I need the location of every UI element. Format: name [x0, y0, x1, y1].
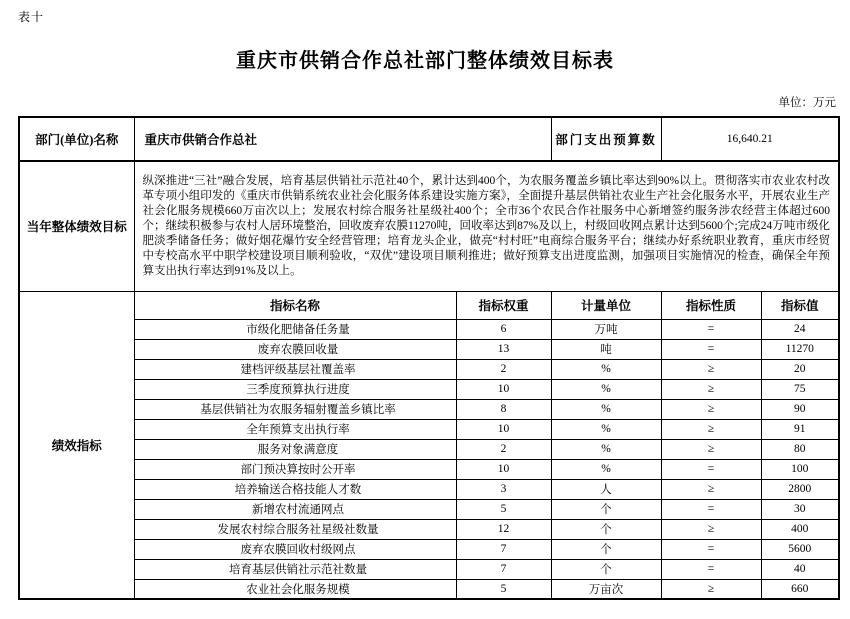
indicator-name-cell: 三季度预算执行进度 — [134, 379, 456, 399]
indicator-name-cell: 市级化肥储备任务量 — [134, 319, 456, 339]
indicator-nature-cell: = — [661, 539, 761, 559]
indicator-weight-cell: 2 — [456, 439, 551, 459]
indicator-unit-cell: % — [551, 459, 661, 479]
indicator-weight-cell: 5 — [456, 579, 551, 599]
indicator-row — [19, 379, 839, 399]
indicator-unit-cell: % — [551, 419, 661, 439]
header-indicator-weight: 指标权重 — [456, 291, 551, 319]
table-number-tag: 表十 — [18, 10, 45, 24]
indicator-row — [19, 419, 839, 439]
indicator-nature-cell: = — [661, 499, 761, 519]
indicator-unit-cell: 个 — [551, 559, 661, 579]
indicator-row — [19, 359, 839, 379]
indicator-nature-cell: = — [661, 459, 761, 479]
indicator-weight-cell: 13 — [456, 339, 551, 359]
indicator-unit-cell: 个 — [551, 519, 661, 539]
indicator-name-cell: 废弃农膜回收量 — [134, 339, 456, 359]
annual-goal-row — [19, 161, 839, 291]
indicator-name-cell: 部门预决算按时公开率 — [134, 459, 456, 479]
page-title: 重庆市供销合作总社部门整体绩效目标表 — [236, 50, 614, 72]
indicator-weight-cell: 10 — [456, 419, 551, 439]
indicator-unit-cell: 万亩次 — [551, 579, 661, 599]
indicator-unit-cell: % — [551, 399, 661, 419]
indicator-value-cell: 40 — [761, 559, 839, 579]
indicator-nature-cell: ≥ — [661, 479, 761, 499]
indicator-nature-cell: ≥ — [661, 359, 761, 379]
indicator-weight-cell: 5 — [456, 499, 551, 519]
indicator-unit-cell: 万吨 — [551, 319, 661, 339]
indicator-value-cell: 400 — [761, 519, 839, 539]
indicator-name-cell: 发展农村综合服务社星级社数量 — [134, 519, 456, 539]
indicator-name-cell: 培育基层供销社示范社数量 — [134, 559, 456, 579]
indicator-name-cell: 基层供销社为农服务辐射覆盖乡镇比率 — [134, 399, 456, 419]
header-measure-unit: 计量单位 — [551, 291, 661, 319]
indicator-unit-cell: 个 — [551, 539, 661, 559]
indicator-name-cell: 新增农村流通网点 — [134, 499, 456, 519]
dept-name-value: 重庆市供销合作总社 — [134, 117, 551, 161]
indicator-weight-cell: 3 — [456, 479, 551, 499]
indicator-value-cell: 80 — [761, 439, 839, 459]
indicator-value-cell: 91 — [761, 419, 839, 439]
indicator-row — [19, 579, 839, 599]
indicators-section-label: 绩效指标 — [19, 291, 134, 599]
indicator-nature-cell: ≥ — [661, 439, 761, 459]
indicator-value-cell: 11270 — [761, 339, 839, 359]
indicator-nature-cell: ≥ — [661, 399, 761, 419]
indicator-weight-cell: 10 — [456, 379, 551, 399]
indicator-name-cell: 农业社会化服务规模 — [134, 579, 456, 599]
indicator-row — [19, 539, 839, 559]
indicator-nature-cell: ≥ — [661, 579, 761, 599]
indicator-nature-cell: = — [661, 339, 761, 359]
indicator-row — [19, 459, 839, 479]
indicator-row — [19, 479, 839, 499]
unit-note: 单位：万元 — [778, 97, 836, 109]
indicator-row — [19, 559, 839, 579]
indicator-value-cell: 100 — [761, 459, 839, 479]
indicator-nature-cell: = — [661, 319, 761, 339]
indicator-weight-cell: 12 — [456, 519, 551, 539]
indicator-value-cell: 75 — [761, 379, 839, 399]
indicator-weight-cell: 2 — [456, 359, 551, 379]
indicator-name-cell: 全年预算支出执行率 — [134, 419, 456, 439]
indicator-weight-cell: 8 — [456, 399, 551, 419]
indicator-weight-cell: 6 — [456, 319, 551, 339]
indicator-name-cell: 培养输送合格技能人才数 — [134, 479, 456, 499]
indicator-nature-cell: = — [661, 559, 761, 579]
indicator-nature-cell: ≥ — [661, 379, 761, 399]
indicator-weight-cell: 7 — [456, 559, 551, 579]
indicator-unit-cell: 吨 — [551, 339, 661, 359]
indicator-unit-cell: % — [551, 439, 661, 459]
indicator-row — [19, 339, 839, 359]
annual-goal-text: 纵深推进“三社”融合发展，培育基层供销社示范社40个，累计达到400个，为农服务覆盖乡镇比率达到90%以上。贯彻落实市农业农村改革专项小组印发的《重庆市供销系统农业社会化服务体系建设实施方案》，全面提升基层供销社农业生产社会化服务水平，开展农业生产社会化服务规模660万亩次以上；发展农村综合服务社星级社400个；全市36个农民合作社服务中心新增签约服务涉农经营主体超过600个；继续积极参与农村人居环境整治，回收废弃农膜11270吨，回收率达到87%及以上，村级回收网点累计达到5600个;完成24万吨市级化肥淡季储备任务；做好烟花爆竹安全经营管理；培育龙头企业，做亮“村村旺”电商综合服务平台；继续办好系统职业教育，重庆市经贸中专校高水平中职学校建设项目顺利验收，“双优”建设项目顺利推进；做好预算支出进度监测，加强项目实施情况的检查，确保全年预算支出执行率达到91%及以上。 — [134, 161, 839, 291]
indicator-row — [19, 439, 839, 459]
indicator-name-cell: 废弃农膜回收村级网点 — [134, 539, 456, 559]
indicator-unit-cell: % — [551, 359, 661, 379]
indicator-name-cell: 建档评级基层社覆盖率 — [134, 359, 456, 379]
annual-goal-label: 当年整体绩效目标 — [19, 161, 134, 291]
budget-label: 部门支出预算数 — [551, 117, 661, 161]
indicator-value-cell: 90 — [761, 399, 839, 419]
indicator-row — [19, 499, 839, 519]
indicator-nature-cell: ≥ — [661, 519, 761, 539]
performance-target-table — [18, 116, 840, 600]
indicator-unit-cell: 个 — [551, 499, 661, 519]
indicator-value-cell: 30 — [761, 499, 839, 519]
indicator-nature-cell: ≥ — [661, 419, 761, 439]
dept-name-label: 部门(单位)名称 — [19, 117, 134, 161]
indicator-value-cell: 20 — [761, 359, 839, 379]
indicator-row — [19, 519, 839, 539]
indicator-row — [19, 319, 839, 339]
indicator-weight-cell: 10 — [456, 459, 551, 479]
indicator-unit-cell: % — [551, 379, 661, 399]
indicator-row — [19, 399, 839, 419]
dept-info-row — [19, 117, 839, 161]
header-indicator-value: 指标值 — [761, 291, 839, 319]
budget-value: 16,640.21 — [661, 117, 839, 161]
header-indicator-name: 指标名称 — [134, 291, 456, 319]
indicator-value-cell: 24 — [761, 319, 839, 339]
indicator-value-cell: 660 — [761, 579, 839, 599]
indicator-name-cell: 服务对象满意度 — [134, 439, 456, 459]
indicator-header-row — [19, 291, 839, 319]
indicator-unit-cell: 人 — [551, 479, 661, 499]
indicator-value-cell: 5600 — [761, 539, 839, 559]
header-indicator-nature: 指标性质 — [661, 291, 761, 319]
indicator-value-cell: 2800 — [761, 479, 839, 499]
indicator-weight-cell: 7 — [456, 539, 551, 559]
